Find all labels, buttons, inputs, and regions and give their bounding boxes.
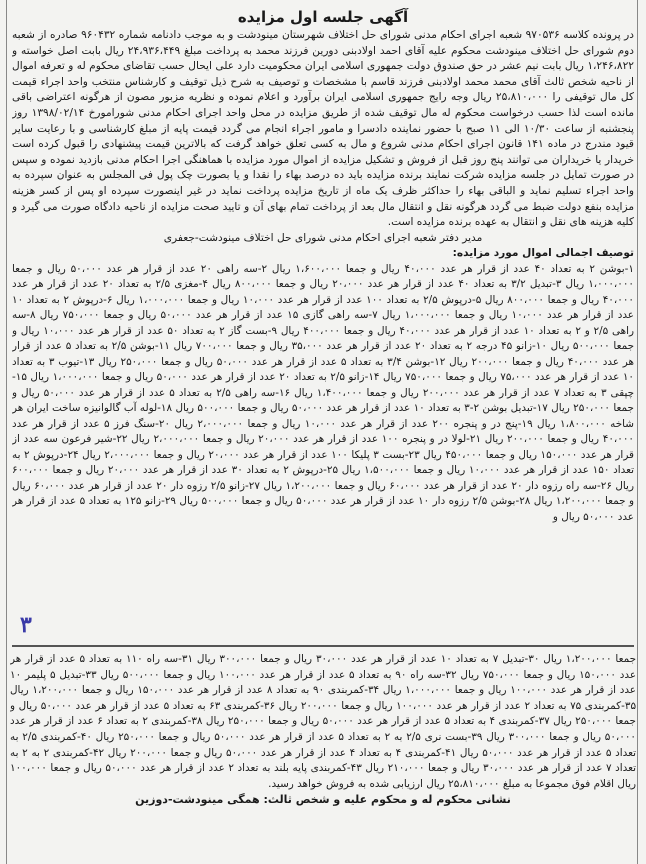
right-border-line	[637, 0, 638, 864]
left-border-line	[6, 0, 7, 864]
auction-notice-section	[12, 8, 634, 648]
notice-body: در پرونده کلاسه ۹۷۰۵۳۶ شعبه اجرای احکام مدنی شورای حل اختلاف شهرستان مینودشت و به موجب دادنامه شماره ۹۶۰۴۳۲ صادره از شعبه دوم شورای حل اختلاف مینودشت محکوم علیه آقای احمد اولادبنی دورین فرزند محمد به پرداخت مبلغ ۲۴،۹۳۶،۴۴۹ ریال بابت اصل خواسته و ۱،۲۴۶،۸۲۲ ریال بابت نیم عشر در حق صندوق دولت جمهوری اسلامی ایران محکومیت دارد علی ایحال حسب تقاضای محکوم له و تعرفه اموال از ناحیه شخص ثالث آقای محمد محمد اولادبنی فرزند قاسم با مشخصات و توصیف به شرح ذیل توقیف و کارشناس منتخب واحد اجراء قیمت کل مال توقیفی را ۲۵،۸۱۰،۰۰۰ ریال وجه رایج جمهوری اسلامی ایران برآورد و اعلام نموده و نظریه مزبور مصون از هرگونه اعتراضی باقی مانده است لذا حسب درخواست محکوم له مال توقیف شده از طریق مزایده در محل واحد اجرای احکام مدنی شورامورخ ۱۳۹۸/۰۲/۱۴ روز پنجشنبه از ساعت ۱۰/۳۰ الی ۱۱ صبح با حضور نماینده دادسرا و مامور اجراء انجام می گردد قیمت پایه از مبلغ کارشناسی و با رعایت سایر قیود مندرج در ماده ۱۴۱ قانون اجرای احکام مدنی شروع و مال به کسی تعلق خواهد گرفت که بالاترین قیمت پیشنهادی را قبول کرده است خریدار یا خریداران می توانند پنج روز قبل از فروش و تشکیل مزایده از اموال مورد مزایده با هماهنگی اجرا احکام مدنی بازدید نموده و سپس در صورت تمایل در جلسه مزایده شرکت نمایند برنده مزایده باید ده درصد بهاء را نقدا و یا بصورت چک پول فی المجلس به عنوان سپرده به واحد اجراء تسلیم نماید و الباقی بهاء را حداکثر ظرف یک ماه از تاریخ مزایده پرداخت نماید در غیر اینصورت سپرده او پس از کسر هزینه مزایده بنفع دولت ضبط می گردد هرگونه نقل و انتقال مال بعد از پرداخت تمام بهای آن و تایید صحت مزایده از ناحیه دادگاه صورت می گیرد و کلیه هزینه های نقل و انتقال به عهده برنده مزایده است.	[12, 29, 634, 229]
section-divider	[12, 645, 634, 647]
items-list-bottom: جمعا ۱،۲۰۰،۰۰۰ ریال ۳۰-تبدیل ۷ به تعداد ۱۰ عدد از قرار هر عدد ۳۰،۰۰۰ ریال و جمعا ۳۰۰،۰۰۰ ریال ۳۱-سه راه ۱۱۰ به تعداد ۵ عدد از قرار هر عدد ۱۵۰،۰۰۰ ریال و جمعا ۷۵۰،۰۰۰ ریال ۳۲-سه راه ۹۰ به تعداد ۵ عدد از قرار هر عدد ۱۰۰،۰۰۰ ریال و جمعا ۵۰۰،۰۰۰ ریال ۳۳-تبدیل ۵ پلیمر ۱۰ عدد از قرار هر عدد ۱۰۰،۰۰۰ ریال و جمعا ۱،۰۰۰،۰۰۰ ریال ۳۴-کمربندی ۹۰ به تعداد ۸ عدد از قرار هر عدد ۱۵۰،۰۰۰ ریال و جمعا ۱،۲۰۰،۰۰۰ ریال ۳۵-کمربندی ۷۵ به تعداد ۲ عدد از قرار هر عدد ۱۰۰،۰۰۰ ریال و جمعا ۲۰۰،۰۰۰ ریال ۳۶-کمربندی ۶۳ به تعداد ۵ عدد از قرار هر عدد ۵۰،۰۰۰ ریال و جمعا ۲۵۰،۰۰۰ ریال ۳۷-کمربندی ۴ به تعداد ۵ عدد از قرار هر عدد ۵۰،۰۰۰ ریال و جمعا ۲۵۰،۰۰۰ ریال ۳۸-کمربندی ۲ به تعداد ۶ عدد از قرار هر عدد ۵۰،۰۰۰ ریال و جمعا ۳۰۰،۰۰۰ ریال ۳۹-بست نری ۲/۵ به ۲ به تعداد ۵ عدد از قرار هر عدد ۵۰،۰۰۰ ریال و جمعا ۲۵۰،۰۰۰ ریال ۴۰-کمربندی ۲/۵ به تعداد ۵ عدد از قرار هر عدد ۵۰،۰۰۰ ریال ۴۱-کمربندی ۴ به تعداد ۴ عدد از قرار هر عدد ۵۰،۰۰۰ ریال و جمعا ۲۰۰،۰۰۰ ریال ۴۲-کمربندی ۲ به ۲ به تعداد ۷ عدد از قرار هر عدد ۳۰،۰۰۰ ریال و جمعا ۲۱۰،۰۰۰ ریال ۴۳-کمربندی پایه بلند به تعداد ۲ عدد از قرار هر عدد ۵۰،۰۰۰ ریال و جمعا ۱۰۰،۰۰۰ ریال اقلام فوق مجموعا به مبلغ ۲۵،۸۱۰،۰۰۰ ریال ارزیابی شده به فروش خواهد رسید.	[10, 653, 636, 790]
notice-title: آگهی جلسه اول مزایده	[237, 8, 409, 26]
items-heading: توصیف اجمالی اموال مورد مزایده:	[452, 247, 634, 260]
items-list-top: ۱-بوشن ۲ به تعداد ۴۰ عدد از قرار هر عدد ۴۰،۰۰۰ ریال و جمعا ۱،۶۰۰،۰۰۰ ریال ۲-سه راهی ۲۰ عدد از قرار هر عدد ۵۰،۰۰۰ ریال و جمعا ۱،۰۰۰،۰۰۰ ریال ۳-تبدیل ۳/۲ به تعداد ۴۰ عدد از قرار هر عدد ۲۰،۰۰۰ ریال و جمعا ۸۰۰،۰۰۰ ریال ۴-مغزی ۲/۵ به تعداد ۲۰ عدد از قرار هر عدد ۴۰،۰۰۰ ریال و جمعا ۸۰۰،۰۰۰ ریال ۵-درپوش ۲/۵ به تعداد ۱۰۰ عدد از قرار هر عدد ۱۰،۰۰۰ ریال و جمعا ۱،۰۰۰،۰۰۰ ریال ۶-درپوش ۲ به تعداد ۱۰ عدد از قرار هر عدد ۱۰،۰۰۰ ریال و جمعا ۱،۰۰۰،۰۰۰ ریال ۷-سه راهی گازی ۱۵ عدد از قرار هر عدد ۵۰،۰۰۰ ریال و جمعا ۷۵۰،۰۰۰ ریال ۸-سه راهی ۲/۵ و ۲ به تعداد ۱۰ عدد از قرار هر عدد ۴۰،۰۰۰ ریال و جمعا ۴۰۰،۰۰۰ ریال ۹-بست گاز ۲ به تعداد ۵۰ عدد از قرار هر عدد ۱۰،۰۰۰ ریال و جمعا ۵۰۰،۰۰۰ ریال ۱۰-زانو ۴۵ درجه ۲ به تعداد ۲۰ عدد از قرار هر عدد ۳۵،۰۰۰ ریال و جمعا ۷۰۰،۰۰۰ ریال ۱۱-بوشن ۲/۵ به تعداد ۵ عدد از قرار هر عدد ۴۰،۰۰۰ ریال و جمعا ۲۰۰،۰۰۰ ریال ۱۲-بوشن ۳/۴ به تعداد ۵ عدد از قرار هر عدد ۵۰،۰۰۰ ریال و جمعا ۲۵۰،۰۰۰ ریال ۱۳-تیوب ۳ به تعداد ۱۰ عدد از قرار هر عدد ۷۵،۰۰۰ ریال و جمعا ۷۵۰،۰۰۰ ریال ۱۴-زانو ۲/۵ به تعداد ۲۰ عدد از قرار هر عدد ۵۰،۰۰۰ ریال و جمعا ۱،۰۰۰،۰۰۰ ریال ۱۵-چپقی ۳ به تعداد ۷ عدد از قرار هر عدد ۲۰۰،۰۰۰ ریال و جمعا ۱،۴۰۰،۰۰۰ ریال ۱۶-سه راهی ۲/۵ به تعداد ۵ عدد از قرار هر عدد ۵۰،۰۰۰ ریال و جمعا ۲۵۰،۰۰۰ ریال ۱۷-تبدیل بوشن ۲-۳ به تعداد ۱۰ عدد از قرار هر عدد ۵۰،۰۰۰ ریال و جمعا ۵۰۰،۰۰۰ ریال ۱۸-لوله آب گالوانیزه ساخت ایران هر شاخه ۱،۸۰۰،۰۰۰ ریال ۱۹-پنج در و پنجره ۲۰۰ عدد از قرار هر عدد ۱۰،۰۰۰ ریال و جمعا ۲،۰۰۰،۰۰۰ ریال ۲۰-سنگ فرز ۵ عدد از قرار هر عدد ۴۰،۰۰۰ ریال و جمعا ۲۰۰،۰۰۰ ریال ۲۱-لولا در و پنجره ۱۰۰ عدد از قرار هر عدد ۲۰،۰۰۰ ریال و جمعا ۲،۰۰۰،۰۰۰ ریال ۲۲-شیر فرعون سه عدد از قرار هر عدد ۱۵۰،۰۰۰ ریال و جمعا ۴۵۰،۰۰۰ ریال ۲۳-بست ۳ پلیکا ۱۰۰ عدد از قرار هر عدد ۲۰،۰۰۰ ریال و جمعا ۲،۰۰۰،۰۰۰ ریال ۲۴-درپوش ۲ به تعداد ۱۵۰ عدد از قرار هر عدد ۱۰،۰۰۰ ریال و جمعا ۱،۵۰۰،۰۰۰ ریال ۲۵-درپوش ۲ به تعداد ۳۰ عدد از قرار هر عدد ۲۰،۰۰۰ ریال و جمعا ۶۰۰،۰۰۰ ریال ۲۶-سه راه رزوه دار ۲۰ عدد از قرار هر عدد ۶۰،۰۰۰ ریال و جمعا ۱،۲۰۰،۰۰۰ ریال ۲۷-زانو ۲/۵ رزوه دار ۲۰ عدد از قرار هر عدد ۶۰،۰۰۰ ریال و جمعا ۱،۲۰۰،۰۰۰ ریال ۲۸-بوشن ۲/۵ رزوه دار ۱۰ عدد از قرار هر عدد ۵۰،۰۰۰ ریال و جمعا ۵۰۰،۰۰۰ ریال ۲۹-زانو ۱۲۵ به تعداد ۵ عدد از قرار هر عدد ۵۰،۰۰۰ ریال و	[12, 262, 634, 523]
notice-signature: مدیر دفتر شعبه اجرای احکام مدنی شورای حل اختلاف مینودشت-جعفری	[163, 231, 483, 244]
parties-address: نشانی محکوم له و محکوم علیه و شخص ثالث: همگی مینودشت-دوزین	[135, 793, 511, 807]
handwritten-page-marker: ۳	[20, 612, 32, 638]
items-continuation-section	[10, 652, 636, 860]
